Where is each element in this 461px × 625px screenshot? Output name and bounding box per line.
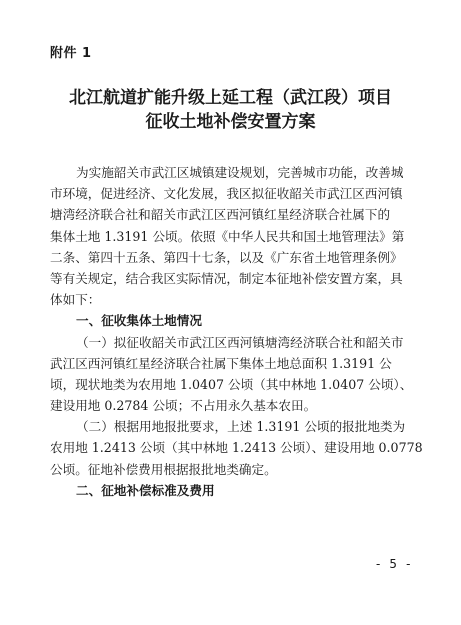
page-number: - 5 -: [374, 556, 412, 571]
paragraph-1-line: 顷，现状地类为农用地 1.0407 公顷（其中林地 1.0407 公顷）、: [50, 376, 413, 392]
intro-line: 塘湾经济联合社和韶关市武江区西河镇红星经济联合社属下的: [50, 207, 391, 223]
intro-line: 二条、第四十五条、第四十七条，以及《广东省土地管理条例》: [50, 249, 403, 265]
document-title-line-1: 北江航道扩能升级上延工程（武江段）项目: [69, 88, 392, 108]
document-title-line-2: 征收土地补偿安置方案: [145, 112, 316, 132]
section-heading-2: 二、征地补偿标准及费用: [76, 482, 215, 498]
paragraph-2-line: 农用地 1.2413 公顷（其中林地 1.2413 公顷）、建设用地 0.0778: [50, 440, 423, 456]
paragraph-1-line: （一）拟征收韶关市武江区西河镇塘湾经济联合社和韶关市: [76, 334, 404, 350]
paragraph-1-line: 武江区西河镇红星经济联合社属下集体土地总面积 1.3191 公: [50, 355, 392, 371]
paragraph-1-line: 建设用地 0.2784 公顷；不占用永久基本农田。: [50, 398, 317, 414]
paragraph-2-line: （二）根据用地报批要求，上述 1.3191 公顷的报批地类为: [76, 419, 406, 435]
intro-line: 为实施韶关市武江区城镇建设规划，完善城市功能，改善城: [76, 165, 404, 180]
intro-line: 体如下：: [50, 292, 101, 308]
paragraph-2-line: 公顷。征地补偿费用根据报批地类确定。: [50, 461, 277, 477]
attachment-label: 附件 1: [50, 46, 92, 61]
intro-line: 等有关规定，结合我区实际情况，制定本征地补偿安置方案，具: [50, 270, 403, 286]
document-body: [50, 162, 423, 501]
intro-line: 市环境，促进经济、文化发展，我区拟征收韶关市武江区西河镇: [50, 186, 403, 202]
section-heading-1: 一、征收集体土地情况: [76, 313, 202, 329]
intro-line: 集体土地 1.3191 公顷。依照《中华人民共和国土地管理法》第: [50, 228, 405, 244]
